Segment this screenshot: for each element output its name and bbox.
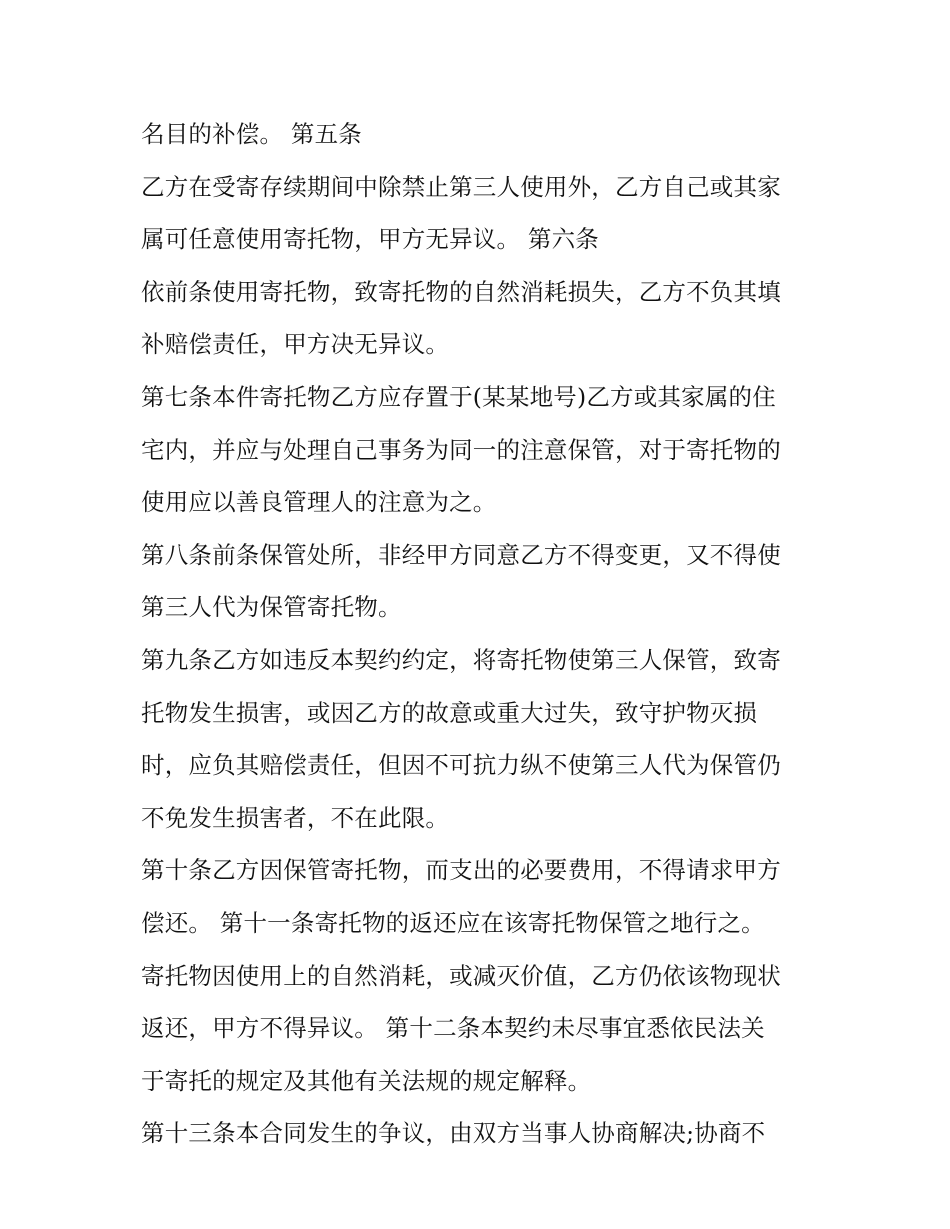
text-line: 不免发生损害者，不在此限。: [141, 803, 450, 832]
text-line: 宅内，并应与处理自己事务为同一的注意保管，对于寄托物的: [141, 435, 781, 464]
text-line: 第十条乙方因保管寄托物，而支出的必要费用，不得请求甲方: [141, 856, 781, 885]
text-line: 使用应以善良管理人的注意为之。: [141, 488, 497, 517]
text-line: 第九条乙方如违反本契约约定，将寄托物使第三人保管，致寄: [141, 645, 781, 674]
text-line: 第十三条本合同发生的争议，由双方当事人协商解决;协商不: [141, 1119, 766, 1148]
text-line: 偿还。 第十一条寄托物的返还应在该寄托物保管之地行之。: [141, 908, 765, 937]
text-line: 属可任意使用寄托物，甲方无异议。 第六条: [141, 225, 599, 254]
text-line: 依前条使用寄托物，致寄托物的自然消耗损失，乙方不负其填: [141, 277, 781, 306]
text-line: 寄托物因使用上的自然消耗，或减灭价值，乙方仍依该物现状: [141, 961, 781, 990]
text-line: 托物发生损害，或因乙方的故意或重大过失，致守护物灭损: [141, 698, 758, 727]
text-line: 名目的补偿。 第五条: [141, 120, 362, 148]
text-line: 补赔偿责任，甲方决无异议。: [141, 330, 450, 359]
text-line: 于寄托的规定及其他有关法规的规定解释。: [141, 1066, 592, 1095]
text-line: 时，应负其赔偿责任，但因不可抗力纵不使第三人代为保管仍: [141, 751, 781, 780]
text-line: 第三人代为保管寄托物。: [141, 593, 402, 622]
text-line: 乙方在受寄存续期间中除禁止第三人使用外，乙方自己或其家: [141, 172, 781, 201]
text-line: 第七条本件寄托物乙方应存置于(某某地号)乙方或其家属的住: [141, 382, 776, 411]
contract-text: [141, 108, 821, 1160]
text-line: 返还，甲方不得异议。 第十二条本契约未尽事宜悉依民法关: [141, 1014, 765, 1043]
text-line: 第八条前条保管处所，非经甲方同意乙方不得变更，又不得使: [141, 540, 781, 569]
